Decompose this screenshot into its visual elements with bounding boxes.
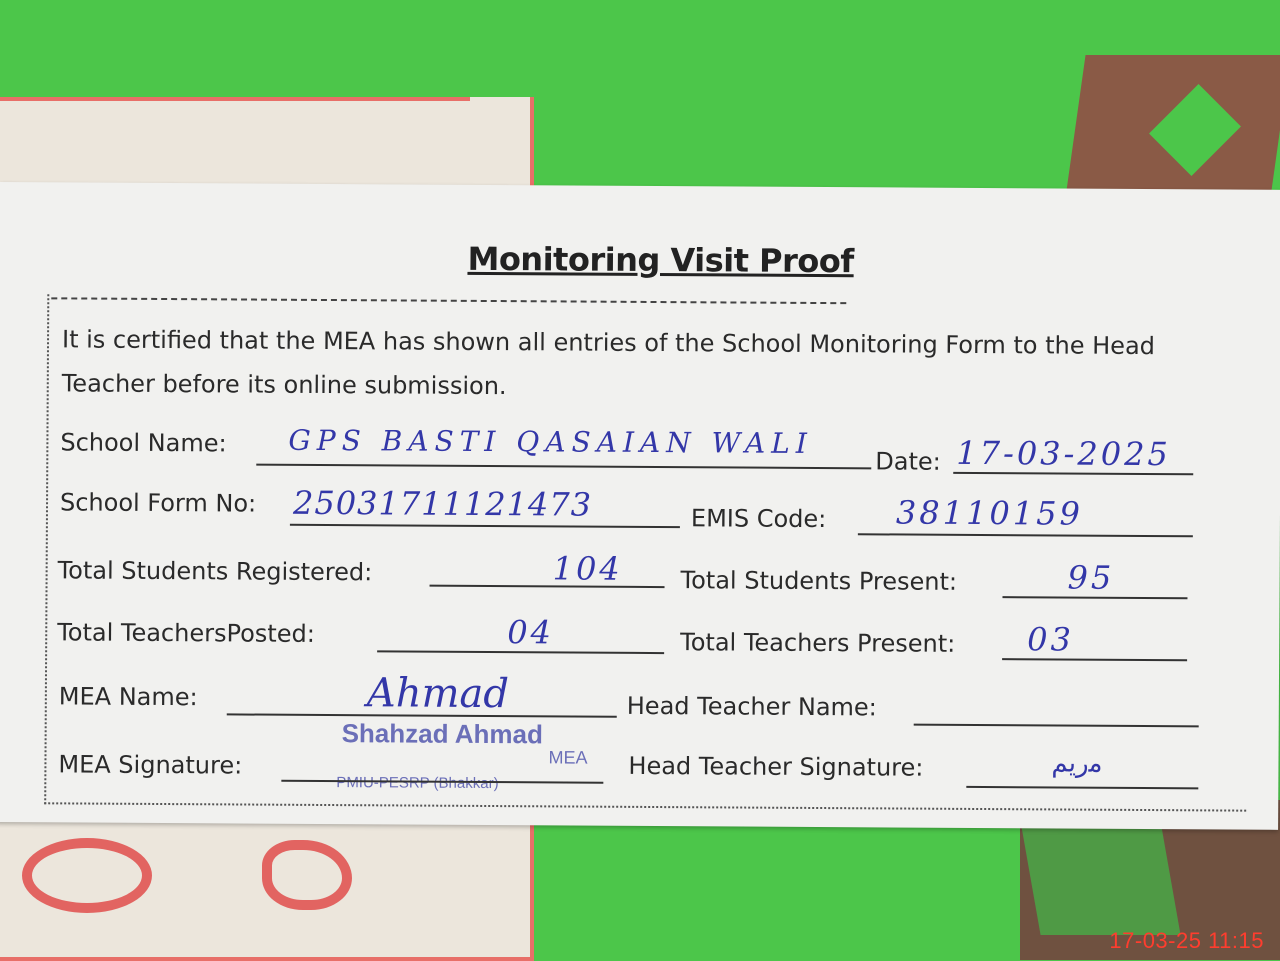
stamp-name: Shahzad Ahmad xyxy=(341,718,544,750)
teachers-present-label: Total Teachers Present: xyxy=(680,628,956,658)
certification-statement: It is certified that the MEA has shown all entries of the School Monitoring Form to the Head Teacher before its online submission. xyxy=(61,325,1156,401)
school-form-no-label: School Form No: xyxy=(59,488,257,518)
monitoring-slip xyxy=(0,182,1280,830)
emis-code-value: 38110159 xyxy=(895,493,1083,533)
students-registered-label: Total Students Registered: xyxy=(57,556,373,587)
teachers-posted-label: Total TeachersPosted: xyxy=(57,618,315,648)
mea-signature-label: MEA Signature: xyxy=(58,750,243,780)
form-title: Monitoring Visit Proof xyxy=(467,239,854,281)
tablecloth-pattern xyxy=(1019,815,1180,935)
teachers-present-value: 03 xyxy=(1027,620,1075,659)
mea-name-label: MEA Name: xyxy=(58,682,198,712)
emis-code-label: EMIS Code: xyxy=(690,504,827,534)
stamp-designation: MEA xyxy=(548,747,588,768)
school-name-label: School Name: xyxy=(60,428,227,458)
students-registered-value: 104 xyxy=(552,549,623,588)
photo-timestamp: 17-03-25 11:15 xyxy=(1109,928,1264,953)
date-value: 17-03-2025 xyxy=(956,433,1171,474)
card-drawing xyxy=(22,838,152,913)
school-name-value: GPS BASTI QASAIAN WALI xyxy=(288,423,813,460)
school-form-no-value: 25031711121473 xyxy=(292,483,593,524)
mea-name-signature: Ahmad xyxy=(366,670,510,718)
stamp-office: PMIU-PESRP (Bhakkar) xyxy=(336,774,499,793)
students-present-label: Total Students Present: xyxy=(680,566,958,596)
head-teacher-signature: ﻣﺭﻳﻢ xyxy=(1051,748,1103,779)
students-present-value: 95 xyxy=(1067,558,1115,597)
head-teacher-name-label: Head Teacher Name: xyxy=(626,691,877,722)
date-label: Date: xyxy=(875,447,941,476)
head-teacher-signature-label: Head Teacher Signature: xyxy=(628,751,924,782)
card-border xyxy=(0,97,470,101)
teachers-posted-value: 04 xyxy=(507,613,555,652)
